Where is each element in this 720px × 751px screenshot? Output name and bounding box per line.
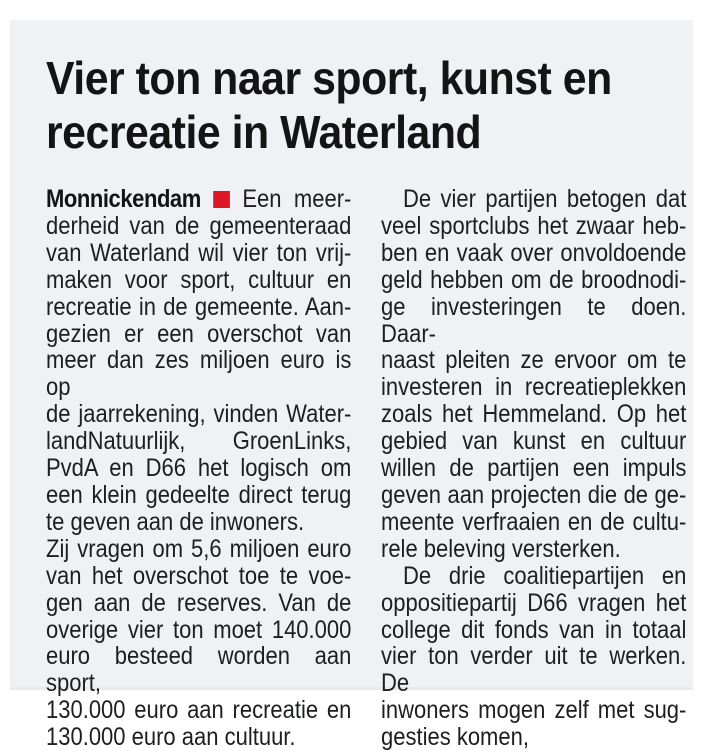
body-column-right [381,186,686,751]
body-line: PvdA en D66 het logisch om [46,454,352,483]
body-line: van Waterland wil vier ton vrij- [46,238,352,267]
body-line: van het overschot toe te voe- [46,561,352,590]
body-line: geld hebben om de broodnodi- [381,265,687,294]
headline-line-1: Vier ton naar sport, kunst en [46,52,612,104]
body-line: landNatuurlijk, GroenLinks, [46,427,352,456]
body-line: vier ton verder uit te werken. De [381,642,687,698]
body-line: 130.000 euro aan recreatie en [46,696,352,725]
body-line: euro besteed worden aan sport, [46,642,352,698]
body-column-left [46,186,351,751]
body-line: De drie coalitiepartijen en [403,561,687,590]
body-line: college dit fonds van in totaal [381,615,687,644]
body-line: recreatie in de gemeente. Aan- [46,292,352,321]
body-line: maken voor sport, cultuur en [46,265,352,294]
body-line: ge investeringen te doen. Daar- [381,292,687,348]
body-line: Zij vragen om 5,6 miljoen euro [46,534,352,563]
body-line: veel sportclubs het zwaar heb- [381,211,687,240]
article-headline [46,51,612,159]
headline-line-2: recreatie in Waterland [46,106,482,158]
body-line: investeren in recreatieplekken [381,373,687,402]
article-card [10,20,693,751]
body-line: naast pleiten ze ervoor om te [381,346,687,375]
body-line: te geven aan de inwoners. [46,507,305,536]
body-line: meer dan zes miljoen euro is op [46,346,352,402]
body-line: derheid van de gemeenteraad [46,211,352,240]
body-line: oppositiepartij D66 vragen het [381,588,687,617]
body-line: een klein gedeelte direct terug [46,480,352,509]
red-square-marker-icon [213,191,230,208]
body-line: gezien er een overschot van [46,319,352,348]
body-line: 130.000 euro aan cultuur. [46,723,296,751]
body-line: gebied van kunst en cultuur [381,427,687,456]
body-line: inwoners mogen zelf met sug- [381,696,687,725]
body-line: gesties komen, [381,723,529,751]
body-line: ben en vaak over onvoldoende [381,238,687,267]
body-line: Monnickendam Een meer- [46,185,352,213]
body-line: willen de partijen een impuls [381,454,687,483]
body-line: De vier partijen betogen dat [403,185,687,213]
body-line: zoals het Hemmeland. Op het [381,400,687,429]
body-line: rele beleving versterken. [381,534,621,563]
body-line: gen aan de reserves. Van de [46,588,352,617]
dateline: Monnickendam [46,185,201,213]
body-line: geven aan projecten die de ge- [381,480,687,509]
body-line: meente verfraaien en de cultu- [381,507,687,536]
body-line: overige vier ton moet 140.000 [46,615,352,644]
body-line: de jaarrekening, vinden Water- [46,400,352,429]
